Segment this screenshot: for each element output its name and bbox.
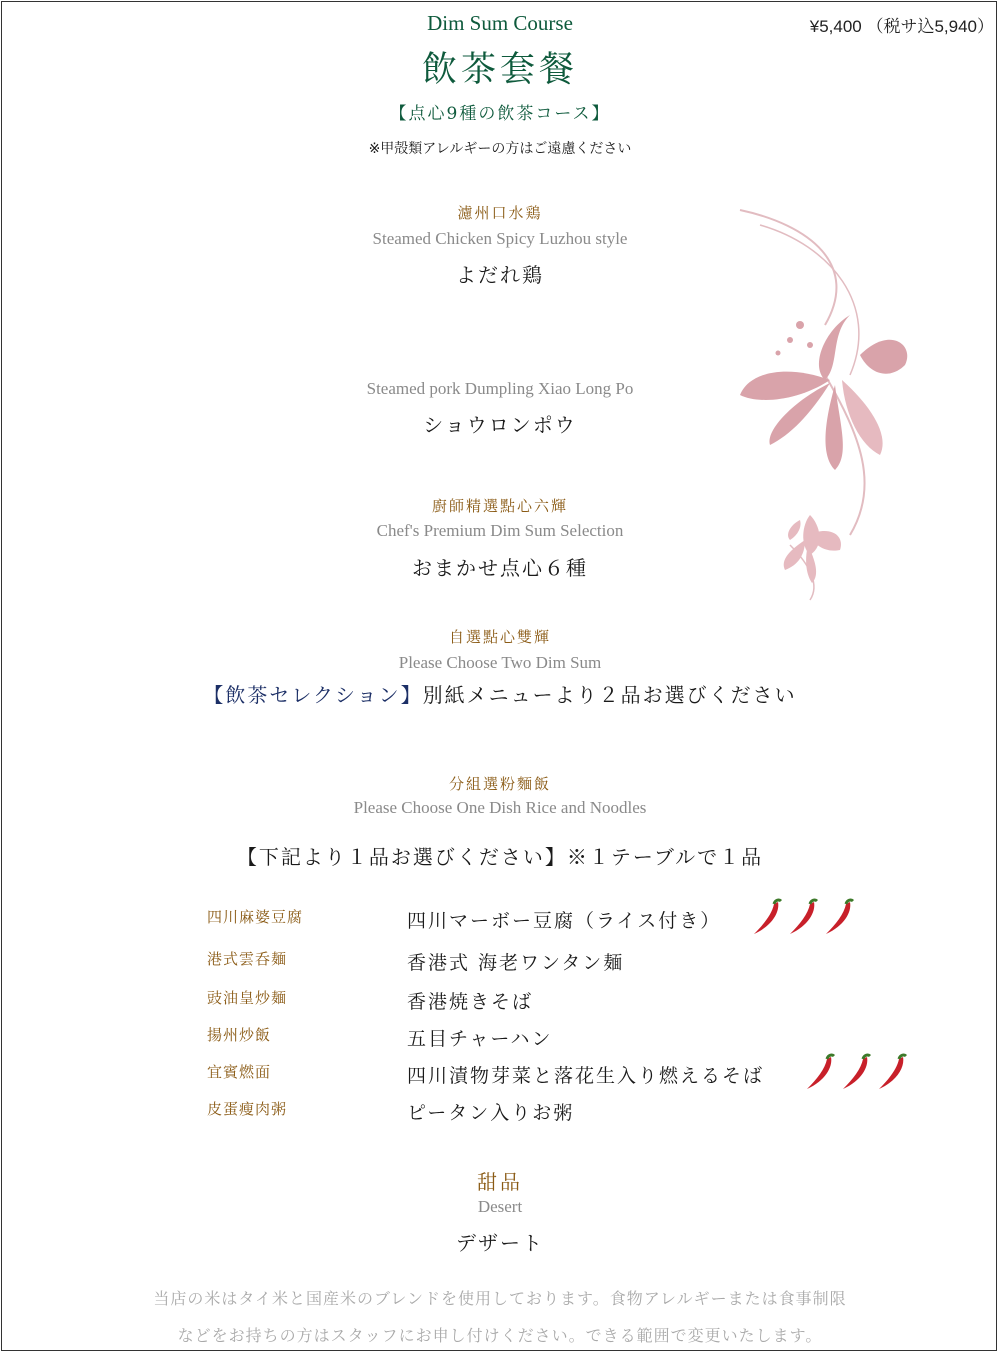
- chili-pepper-icon: [786, 898, 820, 938]
- footer-note-line1: 当店の米はタイ米と国産米のブレンドを使用しております。食物アレルギーまたは食事制限: [153, 1289, 847, 1308]
- spice-level: [803, 1053, 909, 1093]
- chili-pepper-icon: [803, 1053, 837, 1093]
- rice-noodle-zh: 宜賓燃面: [207, 1063, 272, 1081]
- rice-noodle-zh: 揚州炒飯: [207, 1026, 272, 1044]
- dish-3-en: Chef's Premium Dim Sum Selection: [376, 521, 624, 540]
- dish-2-en: Steamed pork Dumpling Xiao Long Po: [366, 379, 634, 398]
- dish-3-zh: 廚師精選點心六輝: [431, 497, 568, 515]
- list-item: [0, 1024, 1000, 1054]
- allergy-note: ※甲殻類アレルギーの方はご遠慮ください: [368, 141, 632, 157]
- dish-4-ja-line: [0, 679, 1000, 708]
- rice-noodle-ja: 香港焼きそば: [407, 991, 534, 1013]
- list-item: [0, 948, 1000, 978]
- list-item: [0, 1061, 1000, 1091]
- course-price: ¥5,400 （税サ込5,940）: [809, 17, 994, 36]
- list-item: [0, 1098, 1000, 1128]
- list-item: [0, 987, 1000, 1017]
- dessert-en: Desert: [477, 1197, 523, 1216]
- chili-pepper-icon: [822, 898, 856, 938]
- dessert-ja: デザート: [456, 1231, 544, 1255]
- dish-5-en: Please Choose One Dish Rice and Noodles: [353, 798, 647, 817]
- footer-note-line2: などをお持ちの方はスタッフにお申し付けください。できる範囲で変更いたします。: [177, 1326, 823, 1345]
- course-subtitle: 【点心9種の飲茶コース】: [389, 104, 611, 124]
- rice-noodle-ja: ピータン入りお粥: [407, 1102, 575, 1124]
- rice-noodle-zh: 皮蛋瘦肉粥: [207, 1100, 288, 1118]
- chili-pepper-icon: [750, 898, 784, 938]
- rice-noodle-ja: 四川マーボー豆腐（ライス付き）: [407, 910, 722, 932]
- dish-1-en: Steamed Chicken Spicy Luzhou style: [372, 229, 628, 248]
- dish-3-ja: おまかせ点心６種: [412, 556, 588, 580]
- dish-1-zh: 濾州口水鶏: [457, 204, 543, 222]
- chili-pepper-icon: [839, 1053, 873, 1093]
- rice-noodle-ja: 四川漬物芽菜と落花生入り燃えるそば: [407, 1065, 765, 1087]
- rice-noodle-ja: 香港式 海老ワンタン麺: [407, 952, 625, 974]
- spice-level: [750, 898, 856, 938]
- course-title-en: Dim Sum Course: [427, 11, 573, 35]
- dish-4-selection-label: 【飲茶セレクション】: [203, 683, 423, 707]
- rice-noodle-zh: 四川麻婆豆腐: [207, 908, 304, 926]
- dish-5-zh: 分組選粉麵飯: [448, 775, 551, 793]
- dish-4-zh: 自選點心雙輝: [448, 628, 551, 646]
- dessert-zh: 甜品: [477, 1170, 523, 1194]
- rice-noodle-zh: 豉油皇炒麺: [207, 989, 288, 1007]
- chili-pepper-icon: [875, 1053, 909, 1093]
- rice-noodle-ja: 五目チャーハン: [407, 1028, 553, 1050]
- course-title-ja: 飲茶套餐: [421, 50, 578, 90]
- dish-5-ja: 【下記より１品お選びください】※１テーブルで１品: [236, 845, 764, 869]
- dish-4-ja: 別紙メニューより２品お選びください: [422, 683, 797, 707]
- list-item: [0, 906, 1000, 936]
- dish-2-ja: ショウロンポウ: [423, 413, 577, 437]
- dish-4-en: Please Choose Two Dim Sum: [398, 653, 602, 672]
- rice-noodle-zh: 港式雲呑麺: [207, 950, 288, 968]
- dish-1-ja: よだれ鶏: [456, 263, 544, 287]
